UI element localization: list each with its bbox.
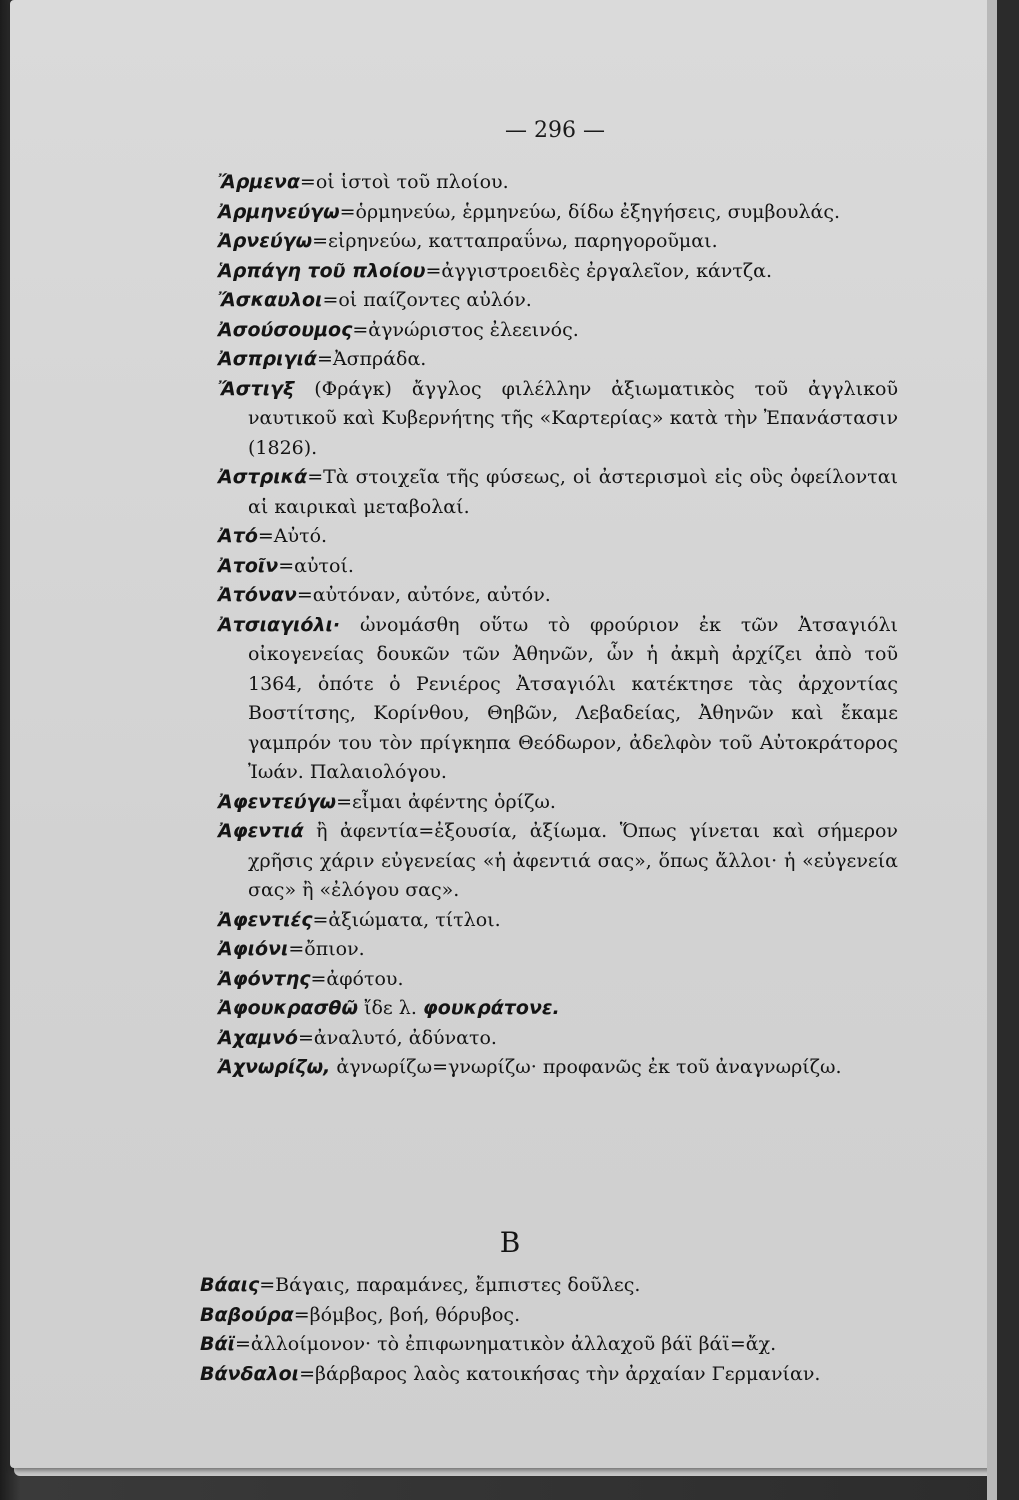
section-letter: Β: [499, 1226, 521, 1259]
entry-headword: Ἀχαμνό: [218, 1026, 298, 1049]
glossary-entry: [200, 1301, 900, 1331]
entry-definition: =εἰρηνεύω, κατταπραΰνω, παρηγοροῦμαι.: [312, 230, 718, 252]
entry-headword: Βάαις: [200, 1274, 260, 1296]
page-edge: [987, 0, 997, 1500]
entry-headword: Ἄσκαυλοι: [218, 289, 323, 311]
entry-definition: =ὁρμηνεύω, ἑρμηνεύω, δίδω ἐξηγήσεις, συμβουλάς.: [339, 200, 841, 223]
entry-definition: =ἀγνώριστος ἐλεεινός.: [352, 318, 579, 341]
glossary-entry: [218, 522, 898, 552]
entry-headword: Βάνδαλοι: [200, 1362, 300, 1385]
glossary-entry: [218, 316, 898, 346]
entry-definition: (Φράγκ) ἄγγλος φιλέλλην ἀξιωματικὸς τοῦ ἀγγλικοῦ ναυτικοῦ καὶ Κυβερνήτης τῆς «Καρτερίας» κατὰ τὴν Ἐπανάστασιν (1826).: [248, 377, 898, 459]
entry-definition: =ἀγγιστροειδὲς ἐργαλεῖον, κάντζα.: [425, 259, 772, 282]
glossary-entry: [218, 463, 898, 522]
glossary-section-beta: [200, 1196, 900, 1389]
glossary-entry: [218, 965, 898, 995]
entry-headword: Ἀχνωρίζω,: [218, 1056, 331, 1078]
glossary-entry: [218, 375, 898, 464]
entry-definition: =βάρβαρος λαὸς κατοικήσας τὴν ἀρχαίαν Γερμανίαν.: [299, 1362, 821, 1385]
entry-definition: =βόμβος, βοή, θόρυβος.: [293, 1303, 521, 1326]
entry-headword: Ἀφόντης: [218, 967, 311, 990]
entry-definition: =οἱ παίζοντες αὐλόν.: [322, 289, 532, 311]
page-number: — 296 —: [505, 118, 605, 143]
glossary-entry: [218, 581, 898, 611]
glossary-entry: [218, 1053, 898, 1083]
glossary-entry: [218, 1024, 898, 1054]
entry-definition: =Βάγαις, παραμάνες, ἔμπιστες δοῦλες.: [259, 1274, 641, 1296]
glossary-entry: [200, 1360, 900, 1390]
glossary-section-alpha: [218, 168, 898, 1083]
entry-definition: =Αὐτό.: [257, 525, 328, 547]
entry-definition: ἴδε λ.: [357, 997, 423, 1019]
glossary-entry: [200, 1271, 900, 1301]
glossary-entry: [218, 906, 898, 936]
entry-definition: =ἀξιώματα, τίτλοι.: [312, 908, 501, 931]
beta-entries: [200, 1271, 900, 1389]
glossary-entry: [218, 552, 898, 582]
entry-definition: =οἱ ἱστοὶ τοῦ πλοίου.: [299, 171, 509, 193]
entry-headword: Ἀφεντιά: [218, 820, 304, 842]
entry-headword: Ἀτόναν: [218, 584, 297, 606]
glossary-entry: [218, 611, 898, 788]
entry-definition: =αὐτοί.: [278, 554, 354, 577]
entry-headword: Ἀτσιαγιόλι·: [218, 613, 341, 636]
entry-definition: ὠνομάσθη οὕτω τὸ φρούριον ἐκ τῶν Ἀτσαγιόλι οἰκογενείας δουκῶν τῶν Ἀθηνῶν, ὧν ἡ ἀκμὴ ἀρχίζει ἀπὸ τοῦ 1364, ὁπότε ὁ Ρενιέρος Ἀτσαγιόλι κατέκτησε τὰς ἀρχοντίας Βοστίτσης, Κορίνθου, Θηβῶν, Λεβαδείας, Ἀθηνῶν καὶ ἔκαμε γαμπρόν του τὸν πρίγκηπα Θεόδωρον, ἀδελφὸν τοῦ Αὐτοκράτορος Ἰωάν. Παλαιολόγου.: [248, 613, 898, 783]
entry-headword: Ἀφιόνι: [218, 938, 289, 960]
entry-headword: Ἀρνεύγω: [218, 230, 313, 252]
entry-headword: Ἀτό: [218, 525, 258, 547]
entry-headword: Ἄστιγξ: [218, 377, 295, 400]
glossary-entry: [218, 788, 898, 818]
glossary-entry: [218, 257, 898, 287]
entry-definition: =Τὰ στοιχεῖα τῆς φύσεως, οἱ ἀστερισμοὶ εἰς οὓς ὀφείλονται αἱ καιρικαὶ μεταβολαί.: [248, 466, 898, 518]
entry-definition: =Ἀσπράδα.: [316, 348, 427, 370]
entry-headword: Ἄρμενα: [218, 171, 300, 193]
entry-headword: Βάϊ: [200, 1333, 235, 1355]
entry-definition: =ἀλλοίμονον· τὸ ἐπιφωνηματικὸν ἀλλαχοῦ βάϊ βάϊ=ἄχ.: [234, 1333, 777, 1355]
entry-definition: =αὐτόναν, αὐτόνε, αὐτόν.: [296, 584, 551, 606]
entry-headword: Ἀφουκρασθῶ: [218, 997, 358, 1019]
entry-definition: =εἶμαι ἀφέντης ὁρίζω.: [336, 790, 556, 813]
entry-headword: Ἀρμηνεύγω: [218, 200, 340, 223]
entry-definition: =ὄπιον.: [288, 938, 365, 960]
entry-crossref: φουκράτονε.: [422, 997, 560, 1019]
entry-headword: Ἁρπάγη τοῦ πλοίου: [218, 259, 426, 282]
entry-headword: Ἀφεντεύγω: [218, 790, 337, 813]
entry-headword: Ἀτοῖν: [218, 554, 279, 577]
entry-headword: Βαβούρα: [200, 1303, 294, 1326]
entry-headword: Ἀφεντιές: [218, 908, 313, 931]
entry-headword: Ἀσπριγιά: [218, 348, 317, 370]
entry-headword: Ἀσούσουμος: [218, 318, 353, 341]
glossary-entry: [218, 935, 898, 965]
glossary-entry: [218, 817, 898, 906]
glossary-entry: [218, 345, 898, 375]
entry-headword: Ἀστρικά: [218, 466, 308, 488]
glossary-entry: [218, 227, 898, 257]
scan-border: [997, 0, 1019, 1500]
entry-definition: =ἀφότου.: [310, 967, 404, 990]
entry-definition: ἢ ἀφεντία=ἐξουσία, ἀξίωμα. Ὅπως γίνεται καὶ σήμερον χρῆσις χάριν εὐγενείας «ἡ ἀφεντιά σας», ὅπως ἄλλοι· ἡ «εὐγενεία σας» ἢ «ἐλόγου σας».: [248, 820, 898, 901]
glossary-entry: [200, 1330, 900, 1360]
glossary-entry: [218, 286, 898, 316]
glossary-entry: [218, 198, 898, 228]
entry-definition: =ἀναλυτό, ἀδύνατο.: [298, 1026, 497, 1049]
entry-definition: ἀγνωρίζω=γνωρίζω· προφανῶς ἐκ τοῦ ἀναγνωρίζω.: [330, 1056, 842, 1078]
glossary-entry: [218, 994, 898, 1024]
glossary-entry: [218, 168, 898, 198]
